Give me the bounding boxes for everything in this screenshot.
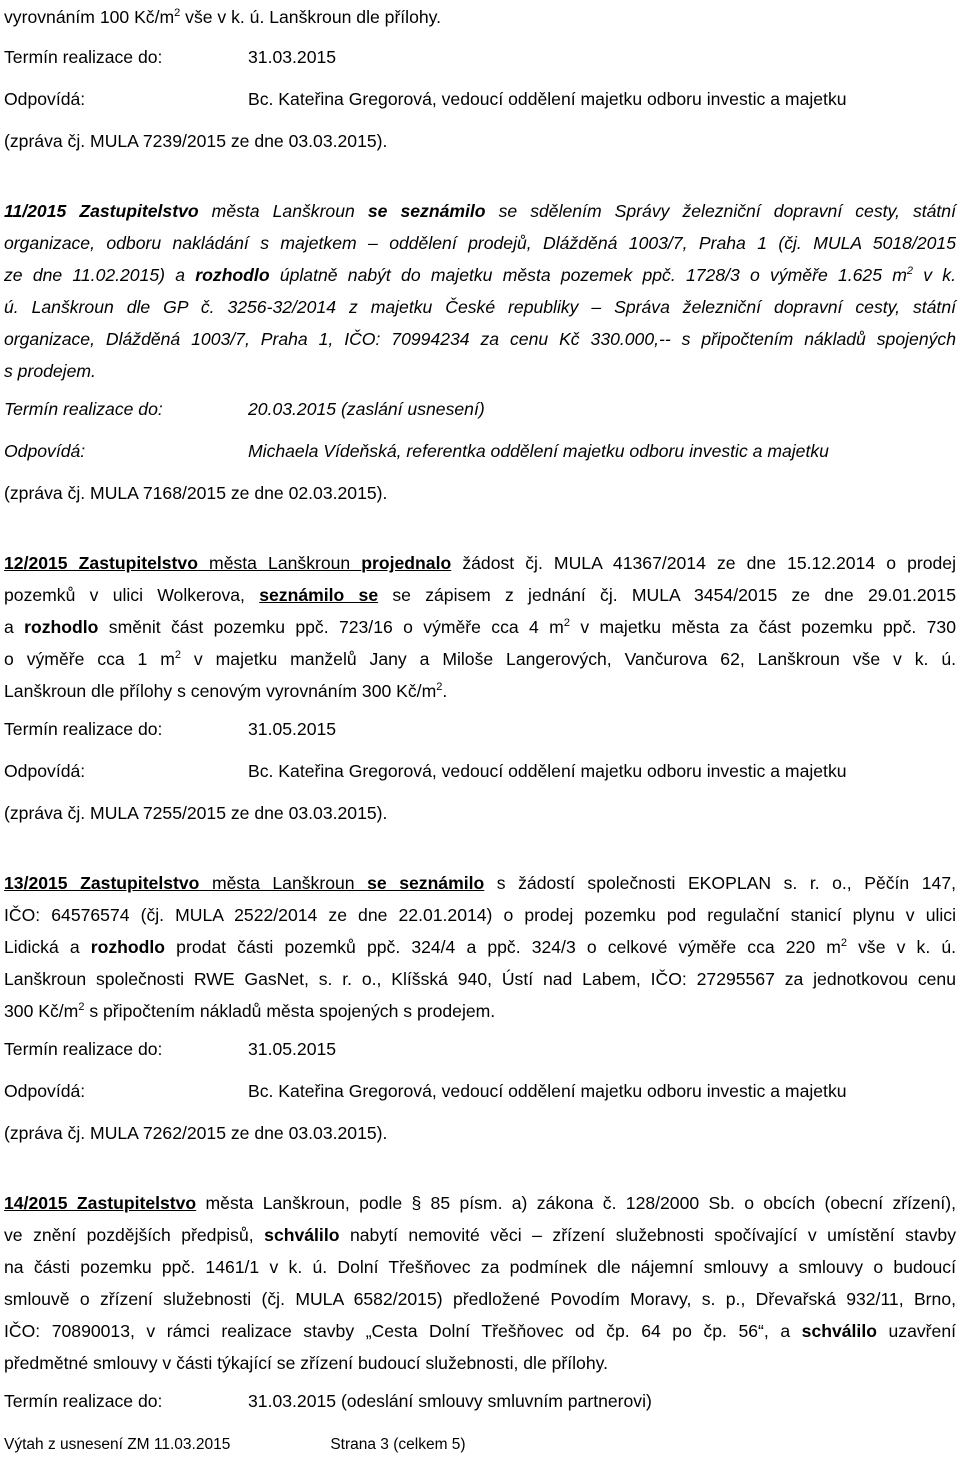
text-run: se sdělením Správy železniční dopravní cesty, státní: [485, 201, 956, 221]
superscript: 2: [906, 265, 914, 277]
resp-label: Odpovídá:: [4, 1081, 86, 1101]
r11-line: ú. Lanškroun dle GP č. 3256-32/2014 z majetku České republiky – Správa železniční dopravní cesty, státní: [4, 297, 956, 317]
r11-report: (zpráva čj. MULA 7168/2015 ze dne 02.03.2015).: [4, 483, 388, 503]
r12-line: [4, 584, 956, 606]
text-run: seznámilo se: [259, 585, 379, 605]
text-run: žádost čj. MULA 41367/2014 ze dne 15.12.2014 o prodej: [451, 553, 956, 573]
r11-line: [4, 200, 956, 222]
r12-resp-row: [4, 760, 847, 782]
r14-line: [4, 1320, 956, 1342]
intro-line: vyrovnáním 100 $Kč/m^2$ vše v k. ú. Lanškroun dle přílohy.: [4, 7, 442, 27]
r12-report: (zpráva čj. MULA 7255/2015 ze dne 03.03.2015).: [4, 803, 388, 823]
r11-line: organizace, odboru nakládání s majetkem – oddělení prodejů, Dlážděná 1003/7, Praha 1 (čj. MULA 5018/2015: [4, 233, 956, 253]
r13-resp-row: [4, 1080, 847, 1102]
text-run: o výměře cca 1 m: [4, 649, 175, 669]
text-run: 13/2015 Zastupitelstvo: [4, 873, 200, 893]
r14-term-row: [4, 1390, 652, 1412]
text-run: v majetku manželů Jany a Miloše Langerových, Vančurova 62, Lanškroun vše v k. ú.: [181, 649, 956, 669]
superscript: 2: [563, 617, 570, 629]
text-run: města Lanškroun: [199, 873, 368, 893]
footer-left: Výtah z usnesení ZM 11.03.2015: [4, 1436, 231, 1453]
text-run: uzavření: [876, 1321, 956, 1341]
term-value: 31.03.2015 (odeslání smlouvy smluvním partnerovi): [248, 1391, 652, 1411]
r12-line: [4, 552, 956, 574]
r13-line: [4, 872, 956, 894]
r13-line: [4, 936, 956, 958]
r13-line: Lanškroun společnosti RWE GasNet, s. r. o., Klíšská 940, Ústí nad Labem, IČO: 27295567 za jednotkovou cenu: [4, 969, 956, 989]
r14-line: [4, 1192, 956, 1214]
text-run: Lidická a: [4, 937, 91, 957]
resp-value: Bc. Kateřina Gregorová, vedoucí oddělení majetku odboru investic a majetku: [248, 1081, 847, 1101]
term-value: 31.05.2015: [248, 719, 337, 739]
text-run: vše v k. ú.: [847, 937, 957, 957]
r11-line: [4, 264, 956, 286]
r14-line: smlouvě o zřízení služebnosti (čj. MULA 6582/2015) předložené Povodím Moravy, s. p., Dřevařská 932/11, Brno,: [4, 1289, 956, 1309]
term-value: 31.03.2015: [248, 47, 337, 67]
text-run: projednalo: [361, 553, 452, 573]
text-run: nabytí nemovité věci – zřízení služebnosti spočívající v umístění stavby: [339, 1225, 956, 1245]
text-run: města Lanškroun: [197, 553, 362, 573]
r12-line: [4, 680, 447, 702]
superscript: 2: [174, 649, 182, 661]
superscript: 2: [436, 681, 443, 693]
text-run: rozhodlo: [195, 265, 270, 285]
r13-report: (zpráva čj. MULA 7262/2015 ze dne 03.03.2015).: [4, 1123, 388, 1143]
text-run: a: [4, 617, 25, 637]
page-number: Strana 3 (celkem 5): [330, 1436, 466, 1453]
text-run: rozhodlo: [90, 937, 166, 957]
text-run: 11/2015 Zastupitelstvo: [4, 201, 199, 221]
r13-line: IČO: 64576574 (čj. MULA 2522/2014 ze dne 22.01.2014) o prodej pozemku pod regulační stanicí plynu v ulici: [4, 905, 956, 925]
page-footer: [4, 1436, 466, 1454]
r13-line: [4, 1000, 495, 1022]
text-run: se seznámilo: [367, 873, 485, 893]
resp-value: Michaela Vídeňská, referentka oddělení majetku odboru investic a majetku: [248, 441, 829, 461]
text-run: 300 Kč/m: [4, 1001, 79, 1021]
r13-term-row: [4, 1038, 336, 1060]
term-label: Termín realizace do:: [4, 1039, 163, 1059]
r12-line: [4, 616, 956, 638]
term-label: Termín realizace do:: [4, 399, 163, 419]
text-run: 14/2015 Zastupitelstvo: [4, 1193, 197, 1213]
resp-label: Odpovídá:: [4, 441, 86, 461]
term-label: Termín realizace do:: [4, 719, 163, 739]
text-run: města Lanškroun, podle § 85 písm. a) zákona č. 128/2000 Sb. o obcích (obecní zřízení),: [196, 1193, 957, 1213]
text-run: .: [442, 681, 448, 701]
term-label: Termín realizace do:: [4, 1391, 163, 1411]
intro-resp-row: [4, 88, 847, 110]
text-run: schválilo: [264, 1225, 340, 1245]
text-run: Lanškroun dle přílohy s cenovým vyrovnáním 300 Kč/m: [4, 681, 437, 701]
r11-resp-row: [4, 440, 829, 462]
superscript: 2: [840, 937, 848, 949]
text-run: úplatně nabýt do majetku města pozemek ppč. 1728/3 o výměře 1.625 m: [269, 265, 907, 285]
text-run: ze dne 11.02.2015) a: [4, 265, 196, 285]
text-run: s připočtením nákladů města spojených s prodejem.: [84, 1001, 496, 1021]
text-run: IČO: 70890013, v rámci realizace stavby „Cesta Dolní Třešňovec od čp. 64 po čp. 56“, a: [4, 1321, 802, 1341]
superscript: 2: [78, 1001, 85, 1013]
r11-term-row: [4, 398, 485, 420]
resp-label: Odpovídá:: [4, 761, 86, 781]
text-run: se seznámilo: [367, 201, 486, 221]
text-run: se zápisem z jednání čj. MULA 3454/2015 ze dne 29.01.2015: [378, 585, 956, 605]
intro-report: (zpráva čj. MULA 7239/2015 ze dne 03.03.2015).: [4, 131, 388, 151]
r12-term-row: [4, 718, 336, 740]
text-run: v majetku města za část pozemku ppč. 730: [569, 617, 956, 637]
text-run: schválilo: [801, 1321, 877, 1341]
text-run: prodat části pozemků ppč. 324/4 a ppč. 324/3 o celkové výměře cca 220 m: [165, 937, 841, 957]
r14-line: předmětné smlouvy v části týkající se zřízení budoucí služebnosti, dle přílohy.: [4, 1353, 609, 1373]
resp-value: Bc. Kateřina Gregorová, vedoucí oddělení majetku odboru investic a majetku: [248, 761, 847, 781]
text-run: s žádostí společnosti EKOPLAN s. r. o., Pěčín 147,: [484, 873, 956, 893]
term-value: 20.03.2015 (zaslání usnesení): [248, 399, 485, 419]
text-run: 12/2015 Zastupitelstvo: [4, 553, 198, 573]
r11-line: organizace, Dlážděná 1003/7, Praha 1, IČO: 70994234 za cenu Kč 330.000,-- s připočtením nákladů spojených: [4, 329, 956, 349]
r14-line: [4, 1224, 956, 1246]
text-run: v k.: [913, 265, 956, 285]
text-run: pozemků v ulici Wolkerova,: [4, 585, 260, 605]
r12-line: [4, 648, 956, 670]
r14-line: na části pozemku ppč. 1461/1 v k. ú. Dolní Třešňovec za podmínek dle nájemní smlouvy a smlouvy o budoucí: [4, 1257, 956, 1277]
resp-value: Bc. Kateřina Gregorová, vedoucí oddělení majetku odboru investic a majetku: [248, 89, 847, 109]
intro-term-row: [4, 46, 336, 68]
text-run: města Lanškroun: [198, 201, 368, 221]
text-run: směnit část pozemku ppč. 723/16 o výměře cca 4 m: [98, 617, 564, 637]
text-run: rozhodlo: [24, 617, 99, 637]
term-value: 31.05.2015: [248, 1039, 337, 1059]
resp-label: Odpovídá:: [4, 89, 86, 109]
term-label: Termín realizace do:: [4, 47, 163, 67]
r11-line: s prodejem.: [4, 361, 96, 381]
text-run: ve znění pozdějších předpisů,: [4, 1225, 265, 1245]
